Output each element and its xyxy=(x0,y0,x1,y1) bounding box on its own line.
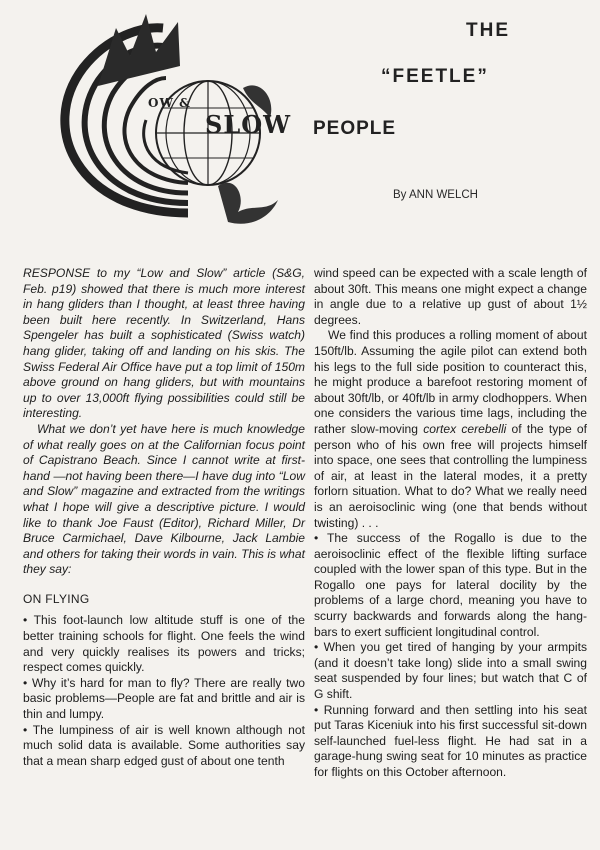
para2-italic: cortex cerebelli xyxy=(423,421,507,436)
para2-part-a: We find this produces a rolling moment of about 150ft/lb. Assuming the agile pilot can extend both his legs to the full side position to counteract this, he might produce a barefoot restoring moment of about 30ft/lb, or 40ft/lb in army clodhoppers. When one considers the various time lags, including the rather slow-moving xyxy=(314,328,587,436)
right-bullet-1: • The success of the Rogallo is due to the aeroisoclinic effect of the flexible lifting surface coupled with the lower span of this type. But in the Rogallo one pays for lateral docility by the problems of a large chord, meaning you have to scurry backwards and forwards along the hang-bars to exert sufficient longitudinal control. xyxy=(314,531,587,640)
intro-lead: RESPONSE xyxy=(23,266,91,280)
left-column xyxy=(23,266,305,769)
left-bullet-2: • Why it’s hard for man to fly? There are really two basic problems—People are fat and brittle and air is thin and lumpy. xyxy=(23,676,305,723)
left-bullet-1: • This foot-launch low altitude stuff is one of the better training schools for flight. One feels the wind and very quickly realises its powers and tricks; respect comes quickly. xyxy=(23,613,305,675)
title-line-2: “FEETLE” xyxy=(381,66,489,87)
byline: By ANN WELCH xyxy=(393,189,478,201)
right-bullet-2: • When you get tired of hanging by your armpits (and it doesn’t take long) slide into a small swing seat suspended by four lines; but watch that C of G shift. xyxy=(314,640,587,702)
title-line-3: PEOPLE xyxy=(313,118,397,139)
right-paragraph-2 xyxy=(314,328,587,531)
paragraph-2: What we don’t yet have here is much knowledge of what really goes on at the Californian focus point of Capistrano Beach. Since I cannot write at first-hand —not having been there—I have dug into “Low and Slow” magazine and extracted from the writings what I hope will give a descriptive picture. I would like to thank Joe Faust (Editor), Richard Miller, Dr Bruce Carmichael, Dave Kilbourne, Jack Lambie and others for taking their words in vain. This is what they say: xyxy=(23,421,305,577)
intro-paragraph xyxy=(23,266,305,422)
right-bullet-3: • Running forward and then settling into his seat put Taras Kiceniuk into his first successful sit-down self-launched fuel-less flight. He had sat in a garage-hung swing seat for 10 minutes as practice for flights on this October afternoon. xyxy=(314,703,587,781)
logo-text-bottom: SLOW xyxy=(205,110,292,139)
title-line-1: THE xyxy=(466,20,510,41)
right-paragraph-1: wind speed can be expected with a scale length of about 30ft. This means one might expect a change in angle due to a relative up gust of about 1½ degrees. xyxy=(314,266,587,327)
intro-rest: to my “Low and Slow” article (S&G, Feb. p19) showed that there is much more interest in hang gliders than I thought, at least three having been built here recently. In Switzerland, Hans Spengeler has built a sophisticated (Swiss watch) hang glider, taking off and landing on his skis. The Swiss Federal Air Office have put a top limit of 150m above ground on hang gliders, but with mountains up to over 13,000ft flying possibilities could still be interesting. xyxy=(23,266,305,421)
left-bullet-3: • The lumpiness of air is well known although not much solid data is available. Some authorities say that a mean sharp edged gust of about one tenth xyxy=(23,723,305,770)
para2-part-b: of the type of person who of his own free will projects himself into space, one sees that controlling the lumpiness of air, at least in the lateral modes, it a pretty forlorn situation. What to do? What we really need is an aeroisoclinic wing (one that bends without twisting) . . . xyxy=(314,421,587,530)
logo-text-top: OW & xyxy=(148,96,191,110)
right-column xyxy=(314,266,587,781)
section-heading: ON FLYING xyxy=(23,591,90,606)
